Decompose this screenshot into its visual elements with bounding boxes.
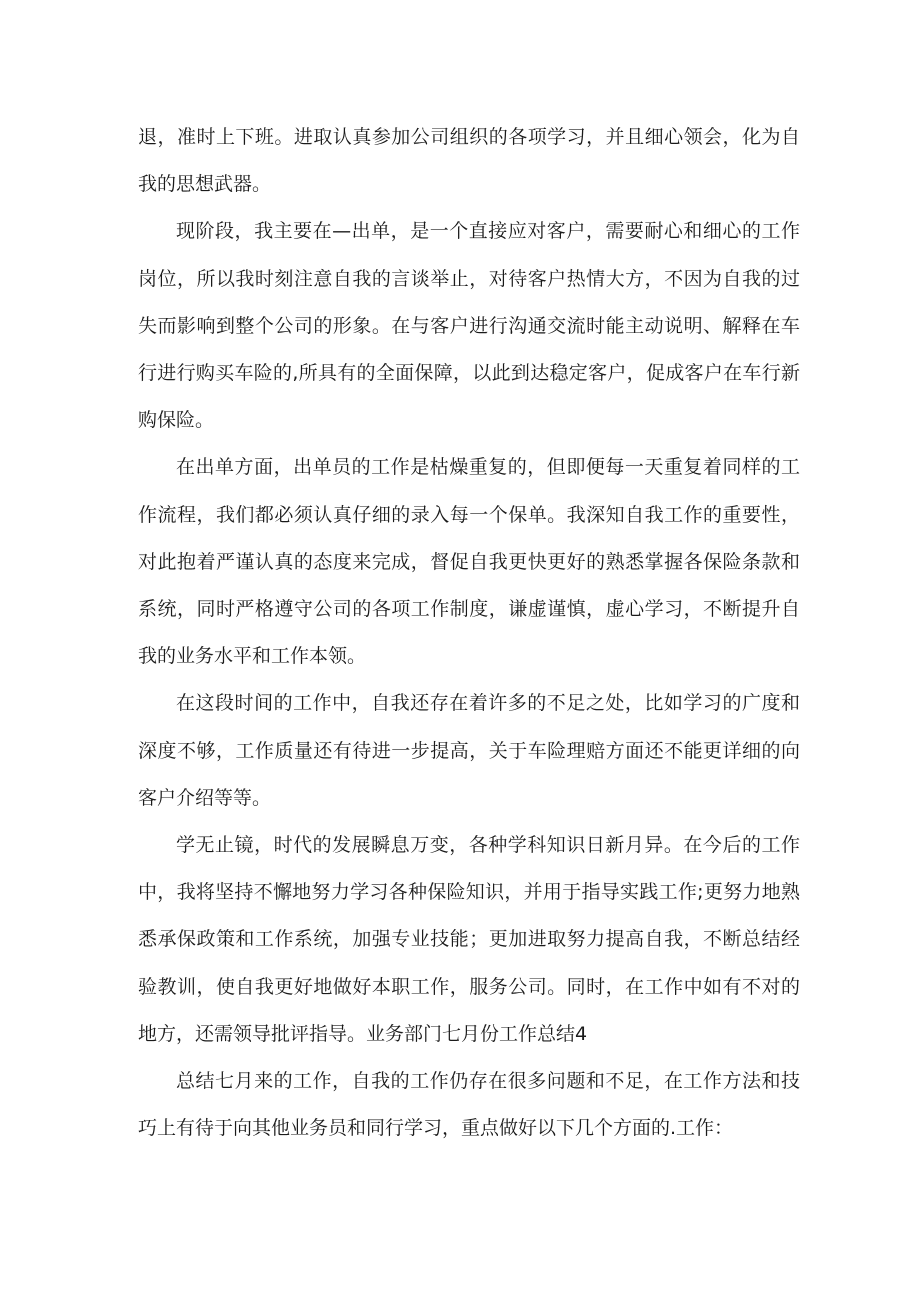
document-body (138, 114, 800, 1152)
paragraph-3: 在出单方面，出单员的工作是枯燥重复的，但即便每一天重复着同样的工作流程，我们都必须认真仔细的录入每一个保单。我深知自我工作的重要性，对此抱着严谨认真的态度来完成，督促自我更快更好的熟悉掌握各保险条款和系统，同时严格遵守公司的各项工作制度，谦虚谨慎，虚心学习，不断提升自我的业务水平和工作本领。 (138, 456, 800, 668)
paragraph-1: 退，准时上下班。进取认真参加公司组织的各项学习，并且细心领会，化为自我的思想武器。 (138, 126, 800, 196)
paragraph-6: 总结七月来的工作，自我的工作仍存在很多问题和不足，在工作方法和技巧上有待于向其他业务员和同行学习，重点做好以下几个方面的.工作： (138, 1070, 800, 1140)
paragraph-5: 学无止镜，时代的发展瞬息万变，各种学科知识日新月异。在今后的工作中，我将坚持不懈地努力学习各种保险知识，并用于指导实践工作;更努力地熟悉承保政策和工作系统，加强专业技能；更加进取努力提高自我，不断总结经验教训，使自我更好地做好本职工作，服务公司。同时，在工作中如有不对的地方，还需领导批评指导。业务部门七月份工作总结4 (138, 834, 800, 1045)
paragraph-4: 在这段时间的工作中，自我还存在着许多的不足之处，比如学习的广度和深度不够，工作质量还有待进一步提高，关于车险理赔方面还不能更详细的向客户介绍等等。 (138, 692, 800, 809)
paragraph-2: 现阶段，我主要在—出单，是一个直接应对客户，需要耐心和细心的工作岗位，所以我时刻注意自我的言谈举止，对待客户热情大方，不因为自我的过失而影响到整个公司的形象。在与客户进行沟通交流时能主动说明、解释在车行进行购买车险的,所具有的全面保障，以此到达稳定客户，促成客户在车行新购保险。 (138, 220, 800, 432)
